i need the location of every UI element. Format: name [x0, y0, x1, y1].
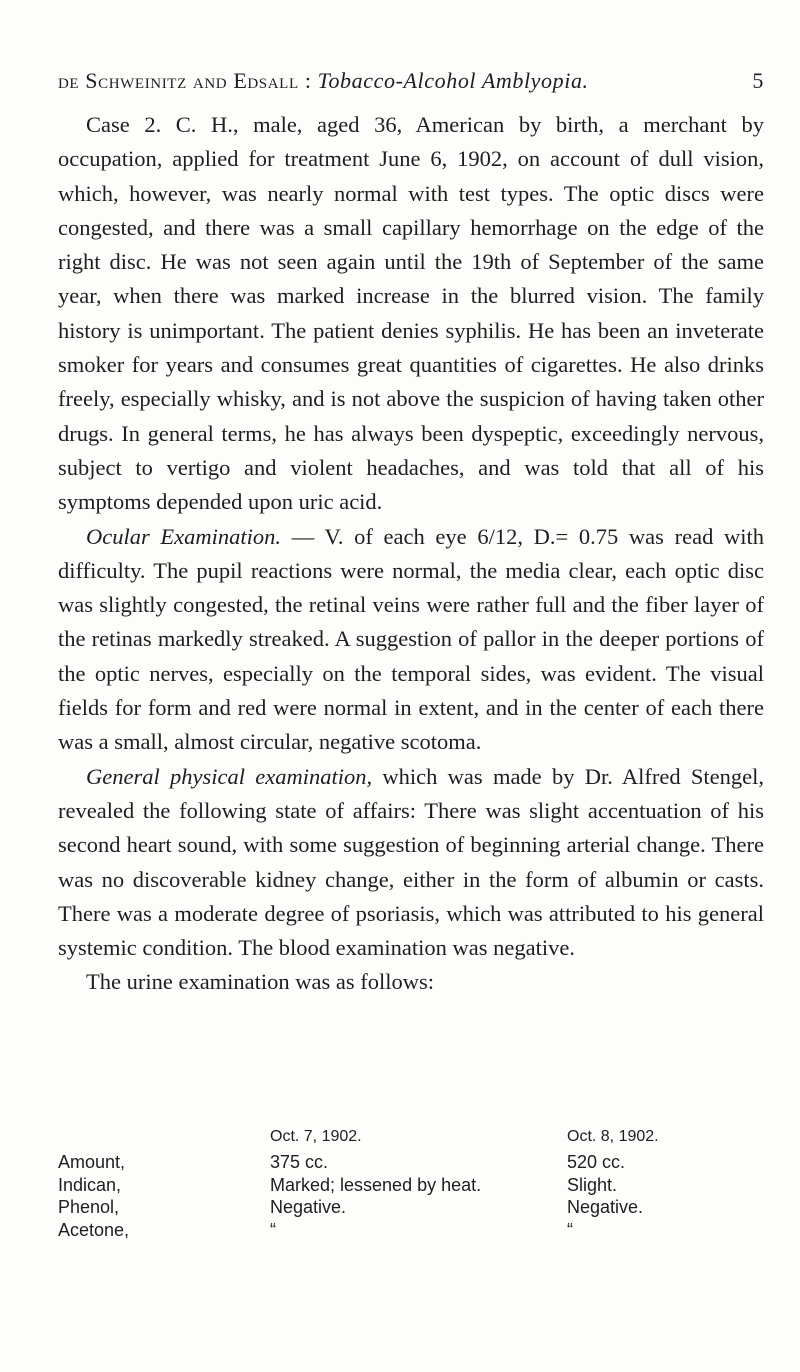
table-row	[58, 1219, 764, 1242]
page-number: 5	[752, 68, 764, 93]
urine-table	[58, 1126, 764, 1241]
table-row	[58, 1196, 764, 1219]
body-text	[58, 108, 764, 1000]
case-text: Case 2. C. H., male, aged 36, American by birth, a merchant by occupation, applied for treatment June 6, 1902, on account of dull vision, which, however, was nearly normal with test types. The optic discs were congested, and there was a small capillary hemorrhage on the edge of the right disc. He was not seen again until the 19th of September of the same year, when there was marked increase in the blurred vision. The family history is unimportant. The patient denies syphilis. He has been an inveterate smoker for years and consumes great quantities of cigarettes. He also drinks freely, especially whisky, and is not above the suspicion of having taken other drugs. In general terms, he has always been dyspeptic, exceedingly nervous, subject to vertigo and violent headaches, and was told that all of his symptoms depended upon uric acid.	[58, 112, 764, 515]
row-label: Indican,	[58, 1174, 122, 1195]
physical-exam-heading: General physical examination,	[86, 763, 373, 789]
physical-exam-text: which was made by Dr. Alfred Stengel, revealed the following state of affairs: There was slight accentuation of his second heart sound, with some suggestion of beginning arterial change. There was no discoverable kidney change, either in the form of albumin or casts. There was a moderate degree of psoriasis, which was attributed to his general systemic condition. The blood examination was negative.	[58, 763, 765, 961]
table-header-row	[58, 1126, 764, 1151]
cell-oct-7: “	[270, 1219, 276, 1240]
running-head-separator: :	[298, 68, 318, 93]
cell-oct-8: Negative.	[567, 1197, 644, 1217]
cell-oct-8: Slight.	[567, 1174, 618, 1195]
column-header-oct-7: Oct. 7, 1902.	[270, 1128, 362, 1145]
cell-oct-7: 375 cc.	[270, 1152, 329, 1172]
row-label: Amount,	[58, 1152, 126, 1172]
table-row	[58, 1151, 764, 1174]
page	[58, 62, 765, 1240]
urine-intro: The urine examination was as follows:	[86, 969, 435, 995]
cell-oct-8: 520 cc.	[567, 1152, 626, 1172]
running-head	[58, 62, 764, 100]
ocular-exam-heading: Ocular Examination.	[86, 523, 282, 549]
running-head-title: Tobacco-Alcohol Amblyopia.	[317, 68, 589, 93]
cell-oct-7: Marked; lessened by heat.	[270, 1174, 482, 1195]
row-label: Acetone,	[58, 1219, 130, 1240]
cell-oct-8: “	[567, 1219, 573, 1240]
row-label: Phenol,	[58, 1197, 120, 1217]
cell-oct-7: Negative.	[270, 1197, 347, 1217]
table-row	[58, 1174, 764, 1197]
ocular-exam-paragraph	[58, 520, 764, 760]
column-header-oct-8: Oct. 8, 1902.	[567, 1128, 659, 1145]
physical-exam-paragraph	[58, 760, 764, 966]
case-paragraph	[58, 108, 764, 520]
ocular-exam-text: — V. of each eye 6/12, D.= 0.75 was read with difficulty. The pupil reactions were normal, the media clear, each optic disc was slightly congested, the retinal veins were rather full and the fiber layer of the retinas markedly streaked. A suggestion of pallor in the deeper portions of the optic nerves, especially on the temporal sides, was evident. The visual fields for form and red were normal in extent, and in the center of each there was a small, almost circular, negative scotoma.	[58, 523, 764, 755]
running-head-authors: de Schweinitz and Edsall	[58, 68, 299, 93]
